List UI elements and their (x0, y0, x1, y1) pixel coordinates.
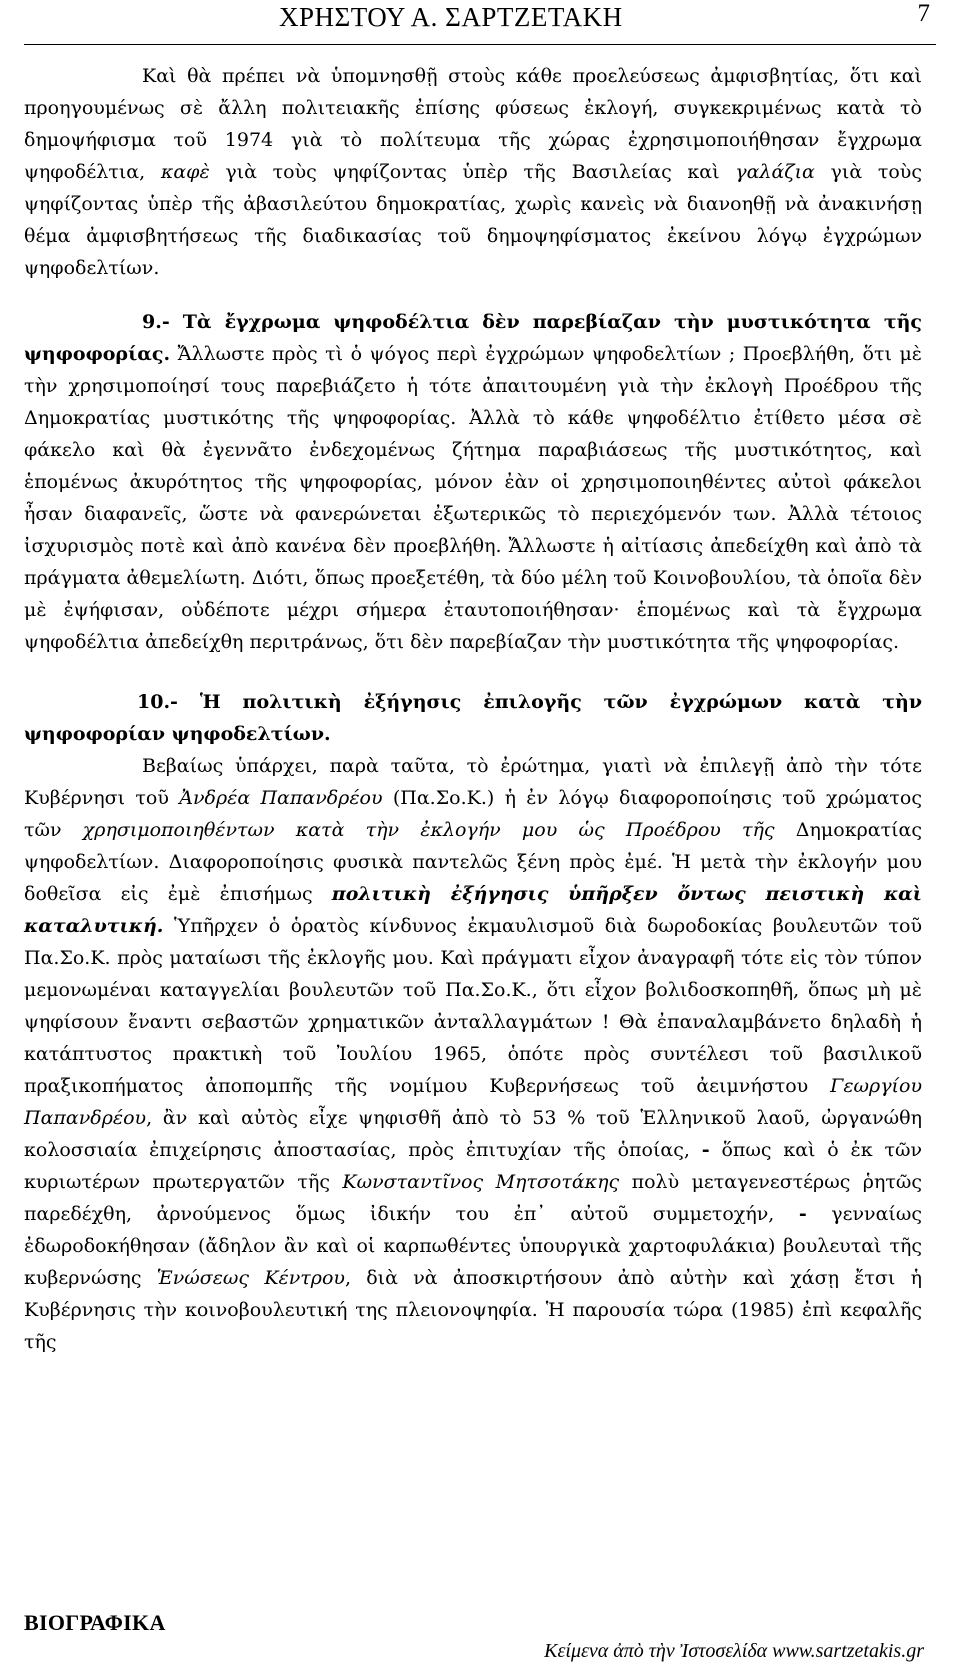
bold-dash: - (798, 1203, 807, 1225)
italic-run: καφὲ (160, 161, 210, 183)
section-10-text (24, 750, 922, 1358)
section-10-heading-paragraph (24, 686, 922, 750)
text-run: πολὺ μεταγενεστέρως ῥητῶς παρεδέχθη, ἀρνούμενος ὅμως ἰδικήν του ἐπ᾽ αὐτοῦ συμμετοχήν, (24, 1171, 922, 1225)
document-body (24, 60, 922, 1358)
text-run: ὅπως καὶ ὁ ἐκ τῶν κυριωτέρων πρωτεργατῶν τῆς (24, 1139, 923, 1193)
footer-left: ΒΙΟΓΡΑΦΙΚΑ (24, 1610, 166, 1635)
page-header (24, 0, 936, 45)
text-run: γενναίως ἐδωροδοκήθησαν (ἄδηλον ἂν καὶ οἱ καρπωθέντες ὑπουργικὰ χαρτοφυλάκια) βουλευταὶ τῆς κυβερνώσης (24, 1203, 922, 1289)
text-run: , διὰ νὰ ἀποσκιρτήσουν ἀπὸ αὐτὴν καὶ χάσῃ ἔτσι ἡ Κυβέρνησις τὴν κοινοβουλευτική της πλειονοψηφία. Ἡ παρουσία τώρα (1985) ἐπὶ κεφαλῆς τῆς (24, 1267, 922, 1353)
italic-run: Γεωργίου Παπανδρέου (24, 1075, 922, 1129)
italic-run: γαλάζια (735, 161, 815, 183)
text-run: (Πα.Σο.Κ.) ἡ ἐν λόγῳ διαφοροποίησις τοῦ χρώματος τῶν (24, 787, 922, 841)
spacer (24, 284, 922, 306)
text-run: , ἂν καὶ αὐτὸς εἶχε ψηφισθῆ ἀπὸ τὸ 53 % τοῦ Ἑλληνικοῦ λαοῦ, ὠργανώθη κολοσσιαία ἐπιχείρησις ἀποστασίας, πρὸς ἐπιτυχίαν τῆς ὁποίας, (24, 1107, 922, 1161)
italic-run: Κωνσταντῖνος Μητσοτάκης (342, 1171, 620, 1193)
italic-run: Ἑνώσεως Κέντρου (156, 1267, 345, 1289)
bold-italic-run: πολιτικὴ ἐξήγησις ὑπῆρξεν ὄντως πειστικὴ καὶ καταλυτική. (24, 883, 922, 937)
bold-dash: - (701, 1139, 710, 1161)
section-9 (24, 306, 922, 658)
text-run: Καὶ θὰ πρέπει νὰ ὑπομνησθῇ στοὺς κάθε προελεύσεως ἀμφισβητίας, ὅτι καὶ προηγουμένως σὲ ἄλλη πολιτειακῆς ἐπίσης φύσεως ἐκλογή, συγκεκριμένως κατὰ τὸ δημοψήφισμα τοῦ 1974 γιὰ τὸ πολίτευμα τῆς χώρας ἐχρησιμοποιήθησαν ἔγχρωμα ψηφοδέλτια, (24, 65, 922, 183)
text-run: γιὰ τοὺς ψηφίζοντας ὑπὲρ τῆς ἀβασιλεύτου δημοκρατίας, χωρὶς κανεὶς νὰ διανοηθῇ νὰ ἀνακινήσῃ θέμα ἀμφισβητήσεως τῆς διαδικασίας τοῦ δημοψηφίσματος ἐκείνου λόγῳ ἐγχρώμων ψηφοδελτίων. (24, 161, 922, 279)
italic-run: χρησιμοποιηθέντων κατὰ τὴν ἐκλογήν μου ὡς Προέδρου τῆς (82, 819, 775, 841)
header-title: ΧΡΗΣΤΟΥ Α. ΣΑΡΤΖΕΤΑΚΗ (279, 2, 623, 32)
text-run: γιὰ τοὺς ψηφίζοντας ὑπὲρ τῆς Βασιλείας καὶ (209, 161, 736, 183)
text-run: Ὑπῆρχεν ὁ ὁρατὸς κίνδυνος ἐκμαυλισμοῦ διὰ δωροδοκίας βουλευτῶν τοῦ Πα.Σο.Κ. πρὸς ματαίωσι τῆς ἐκλογῆς μου. Καὶ πράγματι εἶχον ἀναγραφῆ τότε εἰς τὸν τύπον μεμονωμέναι καταγγελίαι βουλευτῶν τοῦ Πα.Σο.Κ., ὅτι εἶχον βολιδοσκοπηθῆ, ὅπως μὴ μὲ ψηφίσουν ἔναντι σεβαστῶν χρηματικῶν ἀνταλλαγμάτων ! Θὰ ἐπαναλαμβάνετο δηλαδὴ ἡ κατάπτυστος πρακτικὴ τοῦ Ἰουλίου 1965, ὁπότε πρὸς συντέλεσι τοῦ βασιλικοῦ πραξικοπήματος ἀποπομπῆς τῆς νομίμου Κυβερνήσεως τοῦ ἀειμνήστου (24, 915, 922, 1097)
text-run: Βεβαίως ὑπάρχει, παρὰ ταῦτα, τὸ ἐρώτημα, γιατὶ νὰ ἐπιλεγῇ ἀπὸ τὴν τότε Κυβέρνησι τοῦ (24, 755, 922, 809)
paragraph-referendum (24, 60, 922, 284)
text-run: Δημοκρατίας ψηφοδελτίων. Διαφοροποίησις φυσικὰ παντελῶς ξένη πρὸς ἐμέ. Ἡ μετὰ τὴν ἐκλογήν μου δοθεῖσα εἰς ἐμὲ ἐπισήμως (24, 819, 922, 905)
footer-source: Κείμενα ἀπὸ τὴν Ἰστοσελίδα www.sartzetakis.gr (544, 1640, 924, 1662)
page-number: 7 (917, 0, 930, 27)
section-9-heading: 9.- Τὰ ἔγχρωμα ψηφοδέλτια δὲν παρεβίαζαν τὴν μυστικότητα τῆς ψηφοφορίας. (24, 311, 922, 365)
italic-run: Ἀνδρέα Παπανδρέου (179, 787, 383, 809)
section-10-heading: 10.- Ἡ πολιτικὴ ἐξήγησις ἐπιλογῆς τῶν ἐγχρώμων κατὰ τὴν ψηφοφορίαν ψηφοδελτίων. (24, 691, 922, 745)
section-9-text: Ἄλλωστε πρὸς τὶ ὁ ψόγος περὶ ἐγχρώμων ψηφοδελτίων ; Προεβλήθη, ὅτι μὲ τὴν χρησιμοποίησί τους παρεβιάζετο ἡ τότε ἀπαιτουμένη γιὰ τὴν ἐκλογὴ Προέδρου τῆς Δημοκρατίας μυστικότης τῆς ψηφοφορίας. Ἀλλὰ τὸ κάθε ψηφοδέλτιο ἐτίθετο μέσα σὲ φάκελο καὶ θὰ ἐγεννᾶτο ἐνδεχομένως ζήτημα παραβιάσεως τῆς μυστικότητος, καὶ ἑπομένως ἀκυρότητος τῆς ψηφοφορίας, μόνον ἐὰν οἱ χρησιμοποιηθέντες αὐτοὶ φάκελοι ἦσαν διαφανεῖς, ὥστε νὰ φανερώνεται ἐξωτερικῶς τὸ περιεχόμενόν των. Ἀλλὰ τέτοιος ἰσχυρισμὸς ποτὲ καὶ ἀπὸ κανένα δὲν προεβλήθη. Ἄλλωστε ἡ αἰτίασις ἀπεδείχθη καὶ ἀπὸ τὰ πράγματα ἀθεμελίωτη. Διότι, ὅπως προεξετέθη, τὰ δύο μέλη τοῦ Κοινοβουλίου, τὰ ὁποῖα δὲν μὲ ἐψήφισαν, οὐδέποτε μέχρι σήμερα ἐταυτοποιήθησαν· ἑπομένως καὶ τὰ ἔγχρωμα ψηφοδέλτια ἀπεδείχθη περιτράνως, ὅτι δὲν παρεβίαζαν τὴν μυστικότητα τῆς ψηφοφορίας. (24, 343, 922, 653)
spacer (24, 658, 922, 686)
